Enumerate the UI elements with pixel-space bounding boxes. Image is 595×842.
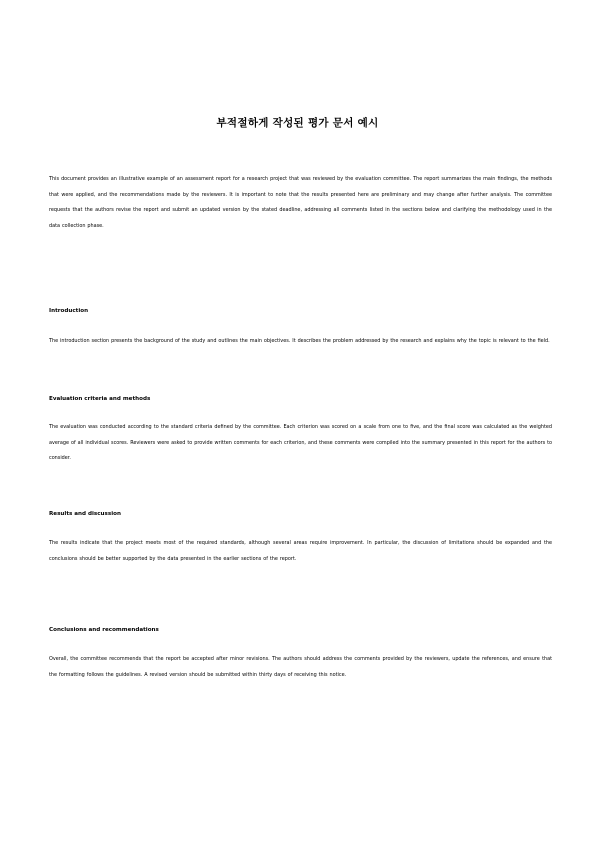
section-body-evaluation: The evaluation was conducted according to the standard criteria defined by the committee. Each criterion was scored on a scale from one to five, and the final score was calculated as the weighted average of all individual scores. Reviewers were asked to provide written comments for each criterion, and these comments were compiled into the summary presented in this report for the authors to consider. [49,424,552,462]
section-heading-results: Results and discussion [49,511,121,517]
section-heading-conclusions: Conclusions and recommendations [49,627,159,633]
section-body-conclusions: Overall, the committee recommends that the report be accepted after minor revisions. The authors should address the comments provided by the reviewers, update the references, and ensure that the formatting follows the guidelines. A revised version should be submitted within thirty days of receiving this notice. [49,656,552,678]
document-title: 부적절하게 작성된 평가 문서 예시 [216,117,379,129]
section-heading-introduction: Introduction [49,308,89,314]
intro-paragraph: This document provides an illustrative example of an assessment report for a research project that was reviewed by the evaluation committee. The report summarizes the main findings, the methods that were applied, and the recommendations made by the reviewers. It is important to note that the results presented here are preliminary and may change after further analysis. The committee requests that the authors revise the report and submit an updated version by the stated deadline, addressing all comments listed in the sections below and clarifying the methodology used in the data collection phase. [49,176,552,229]
section-body-results: The results indicate that the project meets most of the required standards, although several areas require improvement. In particular, the discussion of limitations should be expanded and the conclusions should be better supported by the data presented in the earlier sections of the report. [49,540,552,562]
section-heading-evaluation: Evaluation criteria and methods [49,396,151,402]
section-body-introduction: The introduction section presents the background of the study and outlines the main objectives. It describes the problem addressed by the research and explains why the topic is relevant to the field. [49,338,550,344]
